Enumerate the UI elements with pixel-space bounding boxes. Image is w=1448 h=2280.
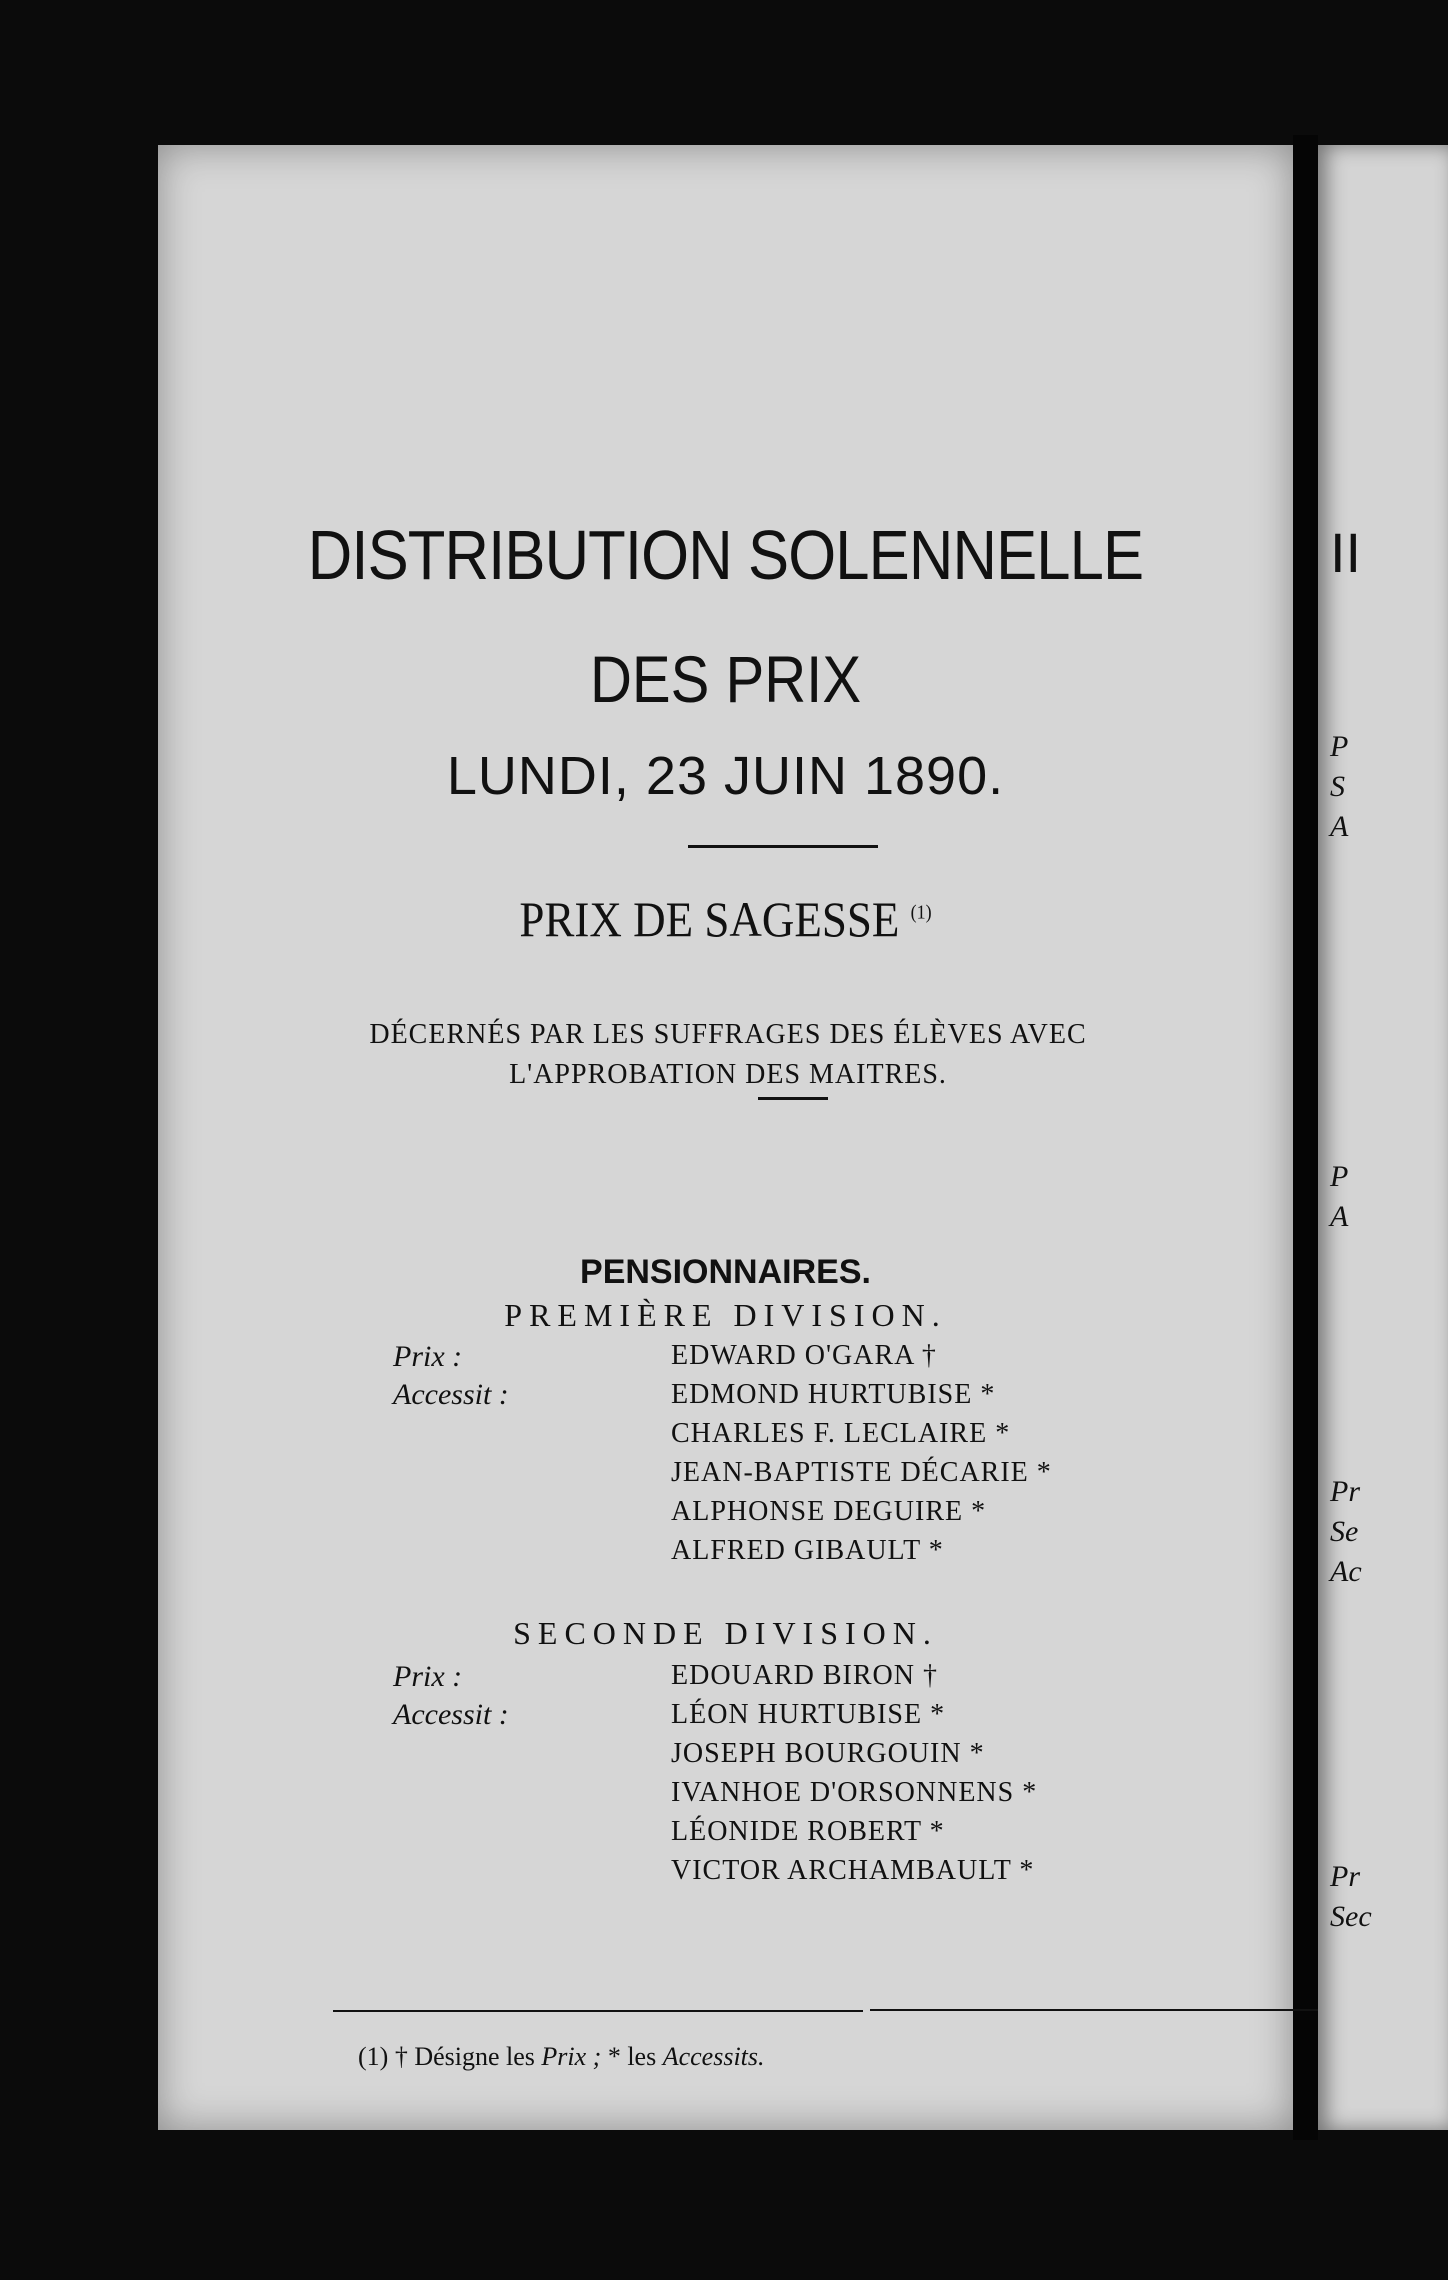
footnote-accessits: Accessits. — [662, 2042, 765, 2071]
student-name: EDMOND HURTUBISE * — [671, 1379, 996, 1410]
adjacent-page-fragment: A — [1330, 1200, 1349, 1233]
page-subtitle: DES PRIX — [589, 642, 862, 716]
footnote-marker: (1) — [910, 901, 932, 924]
student-name: IVANHOE D'ORSONNENS * — [671, 1777, 1038, 1808]
accessit-label: Accessit : — [393, 1698, 509, 1731]
accessit-label: Accessit : — [393, 1378, 509, 1411]
footnote-middle: * les — [607, 2042, 657, 2071]
short-divider-rule — [758, 1097, 828, 1100]
student-name: CHARLES F. LECLAIRE * — [671, 1418, 1011, 1449]
prize-title-text: PRIX DE SAGESSE — [519, 891, 900, 947]
student-name: LÉONIDE ROBERT * — [671, 1816, 945, 1847]
footnote-prix: Prix ; — [541, 2042, 602, 2071]
student-name: ALPHONSE DEGUIRE * — [671, 1496, 987, 1527]
adjacent-page-fragment: Sec — [1330, 1900, 1372, 1933]
divider-rule — [688, 845, 878, 848]
adjacent-page-fragment: Pr — [1330, 1860, 1360, 1893]
student-name: EDWARD O'GARA † — [671, 1340, 937, 1371]
footnote-prefix: (1) † Désigne les — [358, 2042, 535, 2071]
adjacent-page-fragment: Se — [1330, 1515, 1359, 1548]
page-title: DISTRIBUTION SOLENNELLE — [307, 516, 1144, 594]
division-title: SECONDE DIVISION. — [513, 1615, 938, 1651]
adjacent-page — [1318, 145, 1448, 2130]
adjacent-page-fragment: S — [1330, 770, 1345, 803]
student-name: JEAN-BAPTISTE DÉCARIE * — [671, 1457, 1052, 1488]
student-name: ALFRED GIBAULT * — [671, 1535, 944, 1566]
adjacent-page-fragment: II — [1330, 521, 1362, 584]
adjacent-page-fragment: Pr — [1330, 1475, 1360, 1508]
prize-label: Prix : — [393, 1660, 463, 1693]
prize-title — [215, 890, 1237, 948]
division-title: PREMIÈRE DIVISION. — [504, 1297, 947, 1333]
event-date: LUNDI, 23 JUIN 1890. — [446, 746, 1005, 806]
page-gutter — [1293, 135, 1318, 2140]
student-name: VICTOR ARCHAMBAULT * — [671, 1855, 1035, 1886]
prize-label: Prix : — [393, 1340, 463, 1373]
section-heading: PENSIONNAIRES. — [580, 1253, 871, 1291]
adjacent-page-fragment: P — [1330, 730, 1349, 763]
footnote — [358, 2042, 765, 2072]
adjacent-page-fragment: P — [1330, 1160, 1349, 1193]
prize-description: DÉCERNÉS PAR LES SUFFRAGES DES ÉLÈVES AVEC L'APPROBATION DES MAITRES. — [369, 1019, 1087, 1090]
student-name: EDOUARD BIRON † — [671, 1660, 938, 1691]
document-page — [158, 145, 1293, 2130]
adjacent-page-fragment: Ac — [1330, 1555, 1362, 1588]
footnote-rule — [333, 2010, 863, 2012]
student-name: LÉON HURTUBISE * — [671, 1699, 946, 1730]
student-name: JOSEPH BOURGOUIN * — [671, 1738, 985, 1769]
adjacent-page-fragment: A — [1330, 810, 1349, 843]
